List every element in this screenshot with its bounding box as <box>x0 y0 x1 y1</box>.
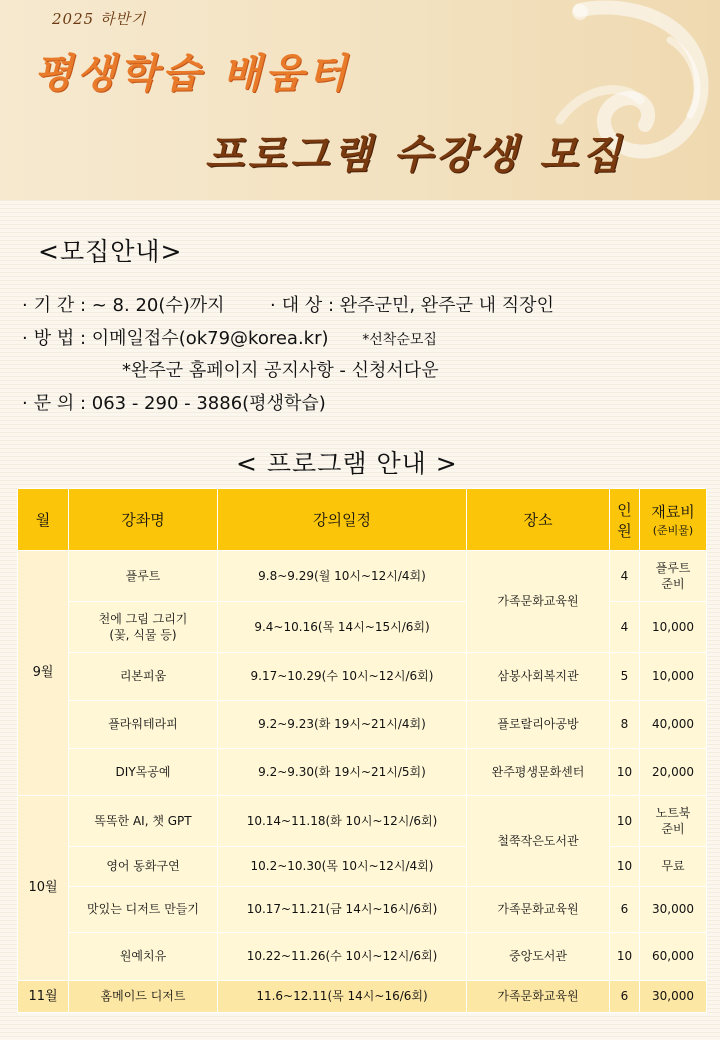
header-subtitle: 2025 하반기 <box>52 10 147 28</box>
people-cell: 8 <box>610 701 640 749</box>
fee-cell: 60,000 <box>640 933 707 981</box>
place-cell: 플로랄리아공방 <box>467 701 610 749</box>
table-row <box>18 981 707 1013</box>
course-cell: DIY목공예 <box>69 749 218 796</box>
course-cell: 플라워테라피 <box>69 701 218 749</box>
header-fee <box>640 489 707 551</box>
month-cell-nov: 11월 <box>18 981 69 1013</box>
fee-cell: 40,000 <box>640 701 707 749</box>
place-cell: 철쭉작은도서관 <box>467 796 610 887</box>
schedule-cell: 9.8~9.29(월 10시~12시/4회) <box>218 551 467 602</box>
table-row <box>18 749 707 796</box>
recruit-section-title: <모집안내> <box>38 237 183 266</box>
bullet: · <box>22 328 28 349</box>
place-cell: 가족문화교육원 <box>467 981 610 1013</box>
page-title-line1: 평생학습 배움터 <box>34 50 351 97</box>
fee-cell: 20,000 <box>640 749 707 796</box>
schedule-cell: 11.6~12.11(목 14시~16/6회) <box>218 981 467 1013</box>
schedule-cell: 10.2~10.30(목 10시~12시/4회) <box>218 847 467 887</box>
schedule-cell: 10.14~11.18(화 10시~12시/6회) <box>218 796 467 847</box>
program-section-title: < 프로그램 안내 > <box>236 449 458 478</box>
target-label: 대 상 <box>281 295 323 316</box>
schedule-cell: 10.22~11.26(수 10시~12시/6회) <box>218 933 467 981</box>
fee-cell: 10,000 <box>640 653 707 701</box>
course-cell: 홈메이드 디저트 <box>69 981 218 1013</box>
table-row <box>18 551 707 602</box>
people-cell: 4 <box>610 551 640 602</box>
header-fee-sub: (준비물) <box>652 524 694 537</box>
people-cell: 5 <box>610 653 640 701</box>
course-cell: 플루트 <box>69 551 218 602</box>
course-cell: 영어 동화구연 <box>69 847 218 887</box>
bullet: · <box>270 295 276 316</box>
method-line <box>22 324 437 350</box>
fee-cell: 30,000 <box>640 887 707 933</box>
fee-cell: 플루트 준비 <box>640 551 707 602</box>
course-cell: 맛있는 디저트 만들기 <box>69 887 218 933</box>
header-people-2: 원 <box>617 521 632 540</box>
course-cell: 리본피움 <box>69 653 218 701</box>
people-cell: 10 <box>610 933 640 981</box>
method-sub-line: *완주군 홈페이지 공지사항 - 신청서다운 <box>122 360 439 381</box>
bullet: · <box>22 393 28 414</box>
place-cell: 삼봉사회복지관 <box>467 653 610 701</box>
people-cell: 10 <box>610 749 640 796</box>
schedule-cell: 9.4~10.16(목 14시~15시/6회) <box>218 602 467 653</box>
header-people <box>610 489 640 551</box>
header-course: 강좌명 <box>69 489 218 551</box>
fee-cell: 10,000 <box>640 602 707 653</box>
header-banner <box>0 0 720 205</box>
month-cell-sep: 9월 <box>18 551 69 796</box>
schedule-cell: 9.2~9.30(화 19시~21시/5회) <box>218 749 467 796</box>
people-cell: 6 <box>610 887 640 933</box>
course-cell: 천에 그림 그리기 (꽃, 식물 등) <box>69 602 218 653</box>
method-value: : 이메일접수(ok79@korea.kr) <box>79 328 329 349</box>
header-schedule: 강의일정 <box>218 489 467 551</box>
table-row <box>18 796 707 847</box>
table-row <box>18 701 707 749</box>
target-value: : 완주군민, 완주군 내 직장인 <box>328 295 554 316</box>
people-cell: 10 <box>610 796 640 847</box>
contact-line <box>22 389 326 415</box>
place-cell: 가족문화교육원 <box>467 887 610 933</box>
contact-value: : 063 - 290 - 3886(평생학습) <box>79 393 326 414</box>
header-month: 월 <box>18 489 69 551</box>
period-value: : ~ 8. 20(수)까지 <box>79 295 225 316</box>
people-cell: 10 <box>610 847 640 887</box>
table-header-row <box>18 489 707 551</box>
method-label: 방 법 <box>33 328 75 349</box>
table-row <box>18 653 707 701</box>
page-title-line2: 프로그램 수강생 모집 <box>205 131 625 178</box>
contact-label: 문 의 <box>33 393 75 414</box>
header-fee-label: 재료비 <box>651 503 695 521</box>
bullet: · <box>22 295 28 316</box>
table-row <box>18 887 707 933</box>
header-people-1: 인 <box>617 500 632 519</box>
fee-cell: 30,000 <box>640 981 707 1013</box>
place-cell: 완주평생문화센터 <box>467 749 610 796</box>
program-table <box>17 488 707 1013</box>
schedule-cell: 9.2~9.23(화 19시~21시/4회) <box>218 701 467 749</box>
schedule-cell: 10.17~11.21(금 14시~16시/6회) <box>218 887 467 933</box>
fee-cell: 무료 <box>640 847 707 887</box>
method-note: *선착순모집 <box>362 332 437 348</box>
period-line <box>22 291 554 317</box>
place-cell: 가족문화교육원 <box>467 551 610 653</box>
period-label: 기 간 <box>33 295 75 316</box>
schedule-cell: 9.17~10.29(수 10시~12시/6회) <box>218 653 467 701</box>
course-cell: 원예치유 <box>69 933 218 981</box>
people-cell: 4 <box>610 602 640 653</box>
header-place: 장소 <box>467 489 610 551</box>
table-row <box>18 933 707 981</box>
month-cell-oct: 10월 <box>18 796 69 981</box>
place-cell: 중앙도서관 <box>467 933 610 981</box>
course-cell: 똑똑한 AI, 챗 GPT <box>69 796 218 847</box>
people-cell: 6 <box>610 981 640 1013</box>
fee-cell: 노트북 준비 <box>640 796 707 847</box>
